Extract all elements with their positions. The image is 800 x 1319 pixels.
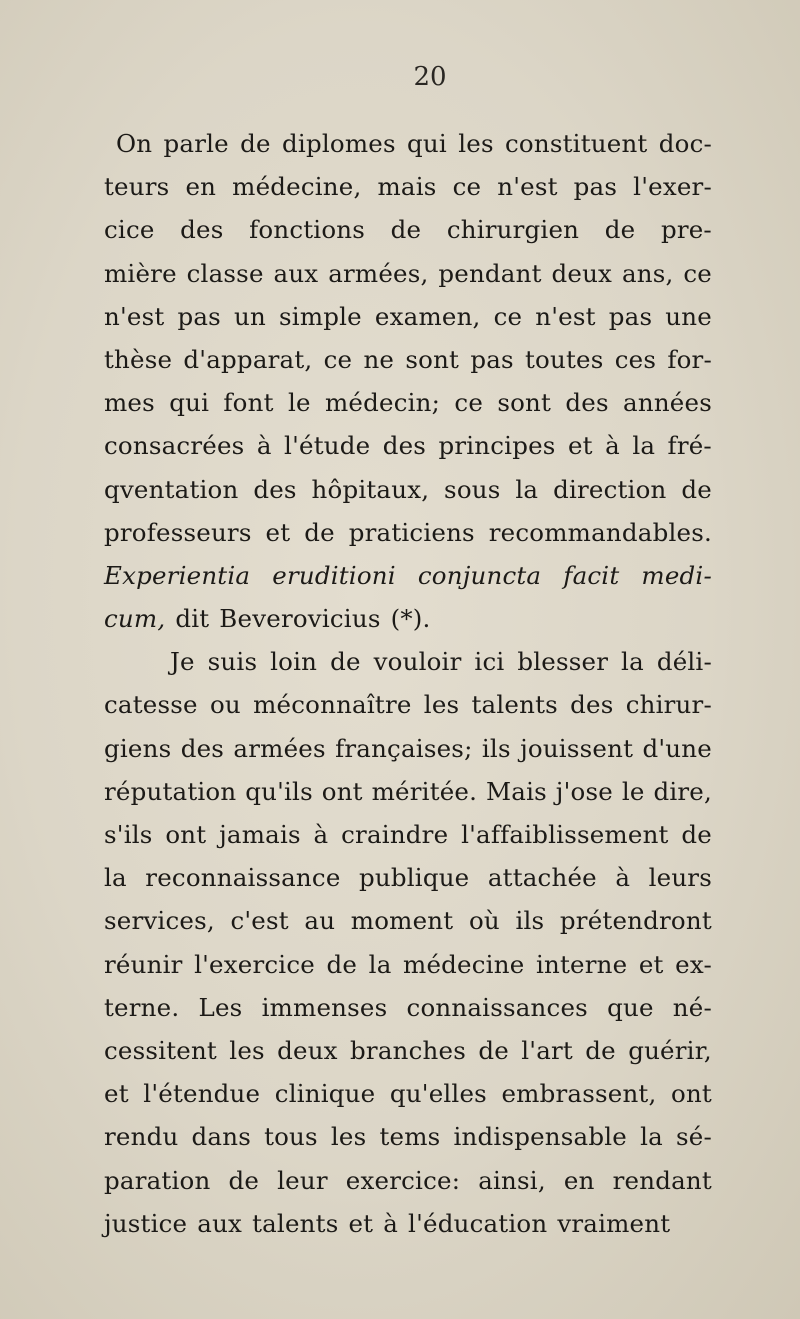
word: à [383,1208,399,1238]
word: chirurgien [446,215,580,245]
text-line [104,597,712,640]
word: tems [379,1122,441,1152]
word: dire, [653,776,712,806]
word: et [104,1079,129,1109]
text-line [104,727,712,770]
word: justice [104,1208,188,1238]
word: hôpitaux, [311,474,430,504]
word: jamais [219,820,301,849]
text-line [104,943,712,986]
word: cum, [104,604,166,634]
word: l'exer- [633,172,712,202]
word: jouissent [520,733,634,763]
text-line [104,899,712,942]
word: embrassent, [501,1079,657,1109]
word: Mais [486,776,547,806]
word: Beverovicius [219,604,381,634]
text-line [104,770,712,813]
word: pendant [438,258,542,288]
word: deux [551,258,613,288]
word: conjuncta [417,560,542,590]
word: des [570,690,614,720]
word: réputation [104,776,237,806]
word: pas [608,301,653,331]
word: terne. [104,992,180,1022]
word: ils [515,906,545,936]
word: toutes [525,344,604,374]
word: la [640,1122,663,1152]
word: font [223,388,274,418]
word: années [623,388,712,418]
word: sont [405,344,460,374]
word: loin [270,647,318,677]
text-line [104,1029,712,1072]
text-line [104,1115,712,1158]
text-line [104,295,712,338]
word: chirur- [625,690,712,720]
word: ils [481,733,511,763]
word: n'est [535,301,596,331]
word: l'éducation [408,1208,548,1238]
word: Experientia [104,560,251,590]
word: et [638,949,664,979]
text-line [104,122,712,165]
word: parle [163,129,229,158]
text-line [104,165,712,208]
word: au [304,906,336,936]
word: pas [177,301,221,331]
word: en [185,172,217,202]
word: vouloir [373,647,462,677]
word: recommandables. [488,517,712,547]
text-line [104,424,712,467]
word: mière [104,258,177,288]
word: de [585,1035,616,1065]
word: de [304,517,335,547]
word: j'ose [555,776,613,806]
word: principes [438,431,556,461]
word: ans, [621,258,674,288]
word: Les [198,992,243,1022]
word: On [116,129,153,158]
word: ainsi, [478,1165,546,1195]
word: cice [104,215,155,245]
word: exercice: [345,1165,461,1195]
word: de [390,215,422,245]
word: tous [264,1122,318,1152]
word: déli- [656,647,712,677]
word: clinique [274,1079,376,1109]
word: connaissances [406,992,588,1022]
word: de [326,949,358,979]
word: ce [493,301,523,331]
word: d'une [642,733,712,763]
text-line [104,1072,712,1115]
word: (*). [390,604,431,634]
word: direction [553,474,667,504]
word: s'ils [104,820,153,849]
text-line [104,1202,712,1245]
word: branches [350,1035,466,1065]
word: de [681,820,712,849]
word: ce [683,258,712,288]
word: la [632,431,656,461]
word: talents [471,690,558,720]
word: et [265,517,291,547]
word: constituent [505,129,648,158]
word: medi- [641,560,712,590]
word: sé- [675,1122,712,1152]
word: c'est [230,906,289,936]
word: né- [672,992,712,1022]
word: aux [273,258,319,288]
word: ex- [675,949,712,979]
word: immenses [261,992,388,1022]
word: mes [104,388,155,418]
word: ce [323,344,353,374]
word: pas [573,172,618,202]
word: à [313,820,329,849]
word: facit [563,560,620,590]
word: classe [186,258,264,288]
word: réunir [104,949,183,979]
word: de [240,129,271,158]
text-line [104,381,712,424]
word: qu'ils [245,776,313,806]
word: à [256,431,272,461]
word: qui [169,388,210,418]
word: de [681,474,712,504]
word: rendu [104,1122,179,1152]
word: l'exercice [194,949,315,979]
word: simple [279,301,362,331]
word: qu'elles [389,1079,487,1109]
text-line [104,511,712,554]
word: en [563,1165,595,1195]
text-line [104,252,712,295]
word: l'étude [284,431,371,461]
word: dans [191,1122,251,1152]
word: ont [165,820,207,849]
word: prétendront [559,906,712,936]
word: examen, [374,301,481,331]
word: et [567,431,593,461]
word: armées, [328,258,429,288]
word: leurs [648,863,712,893]
word: à [605,431,620,461]
word: doc- [658,129,712,158]
word: Je [170,647,195,677]
word: sous [444,474,501,504]
word: ont [321,776,363,806]
word: n'est [104,301,165,331]
word: armées [233,733,326,763]
word: l'art [521,1035,573,1065]
word: françaises; [335,733,473,763]
word: ou [209,690,241,720]
word: qui [407,129,447,158]
word: dit [175,604,210,634]
word: des [565,388,609,418]
word: publique [359,863,470,893]
word: médecine [403,949,525,979]
word: services, [104,906,215,936]
word: attachée [487,863,597,893]
word: les [458,129,494,158]
word: d'apparat, [183,344,313,374]
word: talents [252,1208,339,1238]
word: leur [277,1165,328,1195]
word: de [478,1035,509,1065]
word: eruditioni [272,560,396,590]
text-line [104,813,712,856]
word: les [423,690,460,720]
word: la [515,474,539,504]
word: pas [470,344,514,374]
word: des [253,474,297,504]
word: for- [667,344,712,374]
word: des [180,733,225,763]
word: cessitent [104,1035,217,1065]
word: ici [474,647,505,677]
word: diplomes [282,129,396,158]
word: reconnaissance [145,863,341,893]
text-line [104,468,712,511]
word: méritée. [371,776,478,806]
page-number: 20 [413,62,447,92]
word: fré- [667,431,712,461]
word: catesse [104,690,198,720]
word: le [621,776,645,806]
word: n'est [497,172,558,202]
text-line [104,1159,712,1202]
word: praticiens [348,517,475,547]
word: des [180,215,224,245]
word: mais [377,172,437,202]
word: l'affaiblissement [461,820,669,849]
word: rendant [612,1165,712,1195]
word: les [330,1122,367,1152]
word: à [615,863,631,893]
word: ce [452,172,482,202]
word: interne [535,949,628,979]
word: de [228,1165,260,1195]
word: le [287,388,311,418]
text-line [104,554,712,597]
word: les [229,1035,265,1065]
word: craindre [341,820,449,849]
word: la [104,863,127,893]
word: médecin; [325,388,441,418]
word: méconnaître [253,690,412,720]
word: aux [197,1208,243,1238]
word: où [468,906,500,936]
text-line [104,208,712,251]
word: thèse [104,344,173,374]
word: suis [207,647,258,677]
word: de [330,647,361,677]
word: des [382,431,427,461]
word: que [607,992,654,1022]
word: ces [614,344,657,374]
word: la [368,949,392,979]
word: pre- [660,215,712,245]
word: professeurs [104,517,252,547]
word: ont [671,1079,712,1109]
word: ce [454,388,484,418]
body-text [104,122,712,1245]
word: une [665,301,712,331]
word: paration [104,1165,211,1195]
word: blesser [517,647,609,677]
word: médecine, [232,172,362,202]
word: guérir, [628,1035,712,1065]
text-line [104,856,712,899]
word: deux [277,1035,338,1065]
word: vraiment [557,1208,671,1238]
word: sont [497,388,552,418]
word: la [621,647,644,677]
word: l'étendue [143,1079,261,1109]
text-line [104,338,712,381]
word: un [234,301,266,331]
text-line [104,640,712,683]
word: teurs [104,172,170,202]
text-line [104,986,712,1029]
word: indispensable [453,1122,627,1152]
word: moment [350,906,454,936]
word: et [348,1208,374,1238]
word: de [604,215,636,245]
text-line [104,683,712,726]
word: consacrées [104,431,245,461]
word: qventation [104,474,239,504]
word: fonctions [249,215,366,245]
word: giens [104,733,172,763]
word: ne [363,344,395,374]
